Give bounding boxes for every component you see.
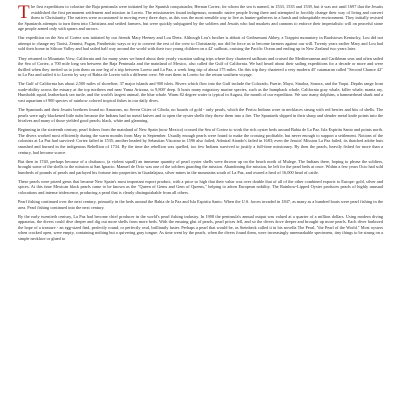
paragraph: Beginning in the sixteenth century, pearl fishers from the mainland of New Spain (now Mexico) crossed the Sea of Cortez to work the rich oyster beds around Bahia de La Paz. Isla Espiritu Santo and points north. The divers worked most efficiently during the warm months from May to September. Usually enough pearls were found to make the crossing profitable, but never enough to support a settlement. Notions of the colonists at La Paz had survived: Cortez failed in 1535; another headed by Sebastian Vizcaino in 1596 also failed; Admiral Atondo's failed in 1683; even the Jesuits' Mission La Paz failed, its thatched adobe huts smashed and burned in the indigenous Rebellion of 1734. By the time the rebellion was quelled, too few Indians survived to justify a full-time missionary. By then the pearls, heavily fished for more than a century, had become scarce.	[18, 127, 383, 155]
paragraph: The Spaniards and their Jesuits brethren found no Amazons, no Seven Cities of Cibola, no hoards of gold - only pearls, which the Pericu Indians wore in necklaces strung with red berries and bits of shells. The pearls were ugly blackened little nubs because the Indians had no metal knives and to open the oyster shells they threw them into a fire. The Spaniards slipped in their sharp and slender metal knife points into the bivalves and many of those yielded good pearls; black, white and gleaming.	[18, 107, 383, 124]
paragraph: But then in 1740, perhaps because of a chubasco, (a violent squall) an immense quantity of pearl oyster shells were thrown up on the beach north of Mulege. The Indians there, hoping to please the soldiers, brought some of the shells to the mission at San Ignacio. Manuel de Ocio was one of the soldiers guarding the mission. Abandoning the mission, he left for the pearl beds at once. Within a few years Ocio had sold hundreds of pounds of pearls and parlayed his fortune into properties in Guadalajara, silver mines in the mountains south of La Paz, and owned a herd of 16,000 head of cattle.	[18, 158, 383, 175]
drop-cap: T	[18, 1, 30, 23]
paragraph: These pearls were prized gems that became New Spain's most important export product, with a price so high that their value was over double that of all of the other combined exports to Europe: gold, silver and spices. At this time Mexican black pearls came to be known as the "Queen of Gems and Gem of Queens," helping to adorn European nobility. The Rainbow-Lipped Oyster produces pearls of highly unusual colorations and intense iridescence, producing a pearl that is clearly distinguishable from all others.	[18, 178, 383, 196]
paragraph: They returned to Mountain View, California and for many years we heard about their yearly vacation sailing trips where they chartered sailboats and cruised the Mediterranean and Caribbean seas and often sailed the Sea of Cortez, a 700 mile long sea between the Baja Peninsula and the mainland of Mexico, also called the Gulf of California. We had heard about their sailing expeditions for a decade or more and were thrilled when they invited us to join them on one leg of a trip between Loreto and La Paz, a week long trip of about 175 miles. On this trip they chartered a very modern 45' catamaran called "Second Chance 42" in La Paz and sailed it to Loreto by way of Bahia de Loreto with a different crew. We met them in Loreto for the return southern voyage.	[18, 55, 383, 78]
paragraph: The Gulf of California has about 2,500 miles of shoreline, 37 major islands and 900 islets. Rivers which flow into the Gulf include the Colorado, Fuerte, Mayo, Sinaloa, Sonora, and the Yaqui. Depths range from wade-ability across the estuary at the top northern end near Yuma Arizona, to 9,800' deep. It hosts many migratory marine species, such as the humpback whale, California gray whale, killer whale, manta ray, Humboldt squid, leatherback sea turtle, and the world's largest animal, the blue whale. Warm 82 degree water is typical in August, the month of our expedition. We saw many dolphins, a hammerhead shark and a vast aquarium of 900 species of rainbow colored tropical fishes in our daily dives.	[18, 81, 383, 103]
paragraph: Our expedition on the Sea of Cortez was initiated by our friends Mary Heeney and Lou Dietz. Although Lou's brother is abbott of Gethsemani Abbey, a Trappist monastery in Bardstown Kentucky, Lou did not attempt to change my Taoist, Zennist, Pagan, Pantheistic ways or try to convert the rest of the crew to Christianity, nor did he force us to become farmers against our will. Twenty years earlier Mary and Lou had sold their home in Silicon Valley and had sailed half way around the world with their two young children on a 42' sailboat, cruising the Pacific Ocean and ending up in New Zealand two years later.	[18, 35, 383, 52]
paragraph	[18, 1, 383, 32]
paragraph-text: he first expeditions to colonize the Baja peninsula were initiated by the Spanish conquistador, Hernan Cortez, for whom the sea is named, in 1533, 1535 and 1539, but it was not until 1697 that the Jesuits established the first permanent settlement and mission in Loreto. The missionaries found indigenous, nomadic native people living there and attempted to forcibly change their way of living and convert them to Christianity. The natives were accustomed to moving every three days, as this was the most sensible way to live as hunter-gatherers in a harsh and inhospitable environment. They initially resisted the Spaniards attempts to turn them into Christians and settled farmers, but were quickly subjugated by the soldiers and Jesuits who had muskets and cannons to enforce their imperialistic will on peaceful stone age people armed only with spears and arrows.	[18, 4, 383, 32]
article-body	[18, 1, 383, 242]
paragraph: Pearl fishing continued over the next century, primarily in the beds around the Bahia de la Paz and Isla Espiritu Santo. When the U.S. forces invaded in 1847, as many as a hundred boats were pearl fishing in the area. Pearl fishing continued into the next century.	[18, 199, 383, 210]
paragraph: By the early twentieth century, La Paz had become chief producer in the world's pearl fishing industry. In 1908 the peninsula's annual output was valued at a quarter of a million dollars. Using modern diving apparatus, the divers could dive deeper and dig out more shells from more beds. With the ensuing glut of pearls, pearl prices fell, and so the divers dove deeper and brought up more pearls. Each diver harbored the hope of a treasure - an egg-sized find, perfectly round, or perfectly oval, brilliantly luster. Perhaps a pearl that would be, as Steinbeck called it in his novella The Pearl, "the Pearl of the World." Most oysters when cracked open, were empty, containing nothing but a quivering gray tongue. As time went by the pearls, when the divers found them, were increasingly unremarkable specimens, tiny things to be strung on a simple necklace or glued to	[18, 213, 383, 242]
